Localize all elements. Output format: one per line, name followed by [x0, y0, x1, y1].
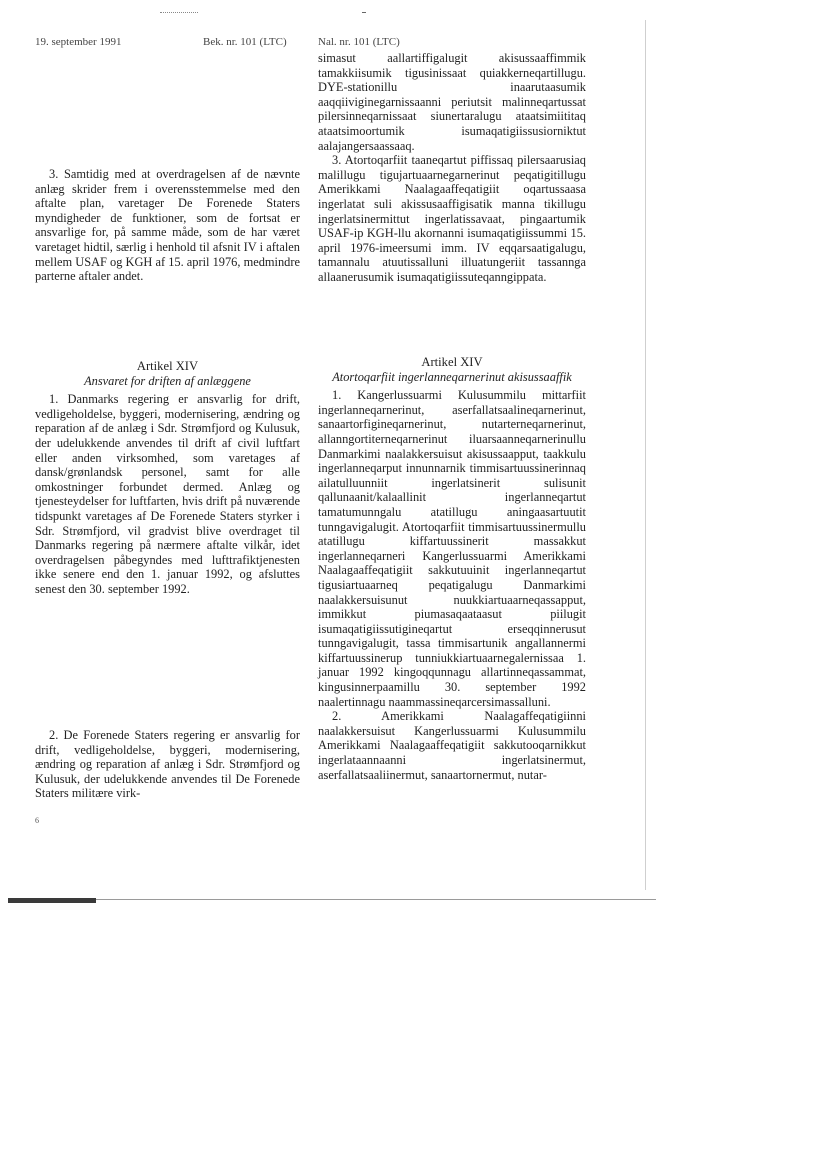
header-left-ref: Bek. nr. 101 (LTC)	[203, 36, 287, 48]
left-para-3: 3. Samtidig med at overdragelsen af de nævnte anlæg skrider frem i overensstemmelse med den aftalte plan, varetager De Forenede Staters myndigheder de funktioner, som de fortsat er ansvarlige for, på samme måde, som de har været varetaget hidtil, særlig i henhold til afsnit IV i aftalen mellem USAF og KGH af 15. april 1976, medmindre parterne aftaler andet.	[35, 167, 300, 284]
page-edge-line	[645, 20, 646, 890]
right-para-1: 1. Kangerlussuarmi Kulusummilu mittarfiit ingerlanneqarnerinut, aserfallatsaalineqarnerinut, sanaartorfigineqarnerinut, nutarterneqarnerinut, allanngortiterneqarnerinut iluarsaanneqarnerinullu Danmarkimi naalakkersuisut akisussaapput, taakkulu ingerlanneqarput innunnarnik timmisartuussinerinnaq ailatulluunniit ingerlatsinerit sulisunit qallunaanit/kalaallinit ingerlanneqartut tamatumunngalu atatillugu aningaasartuutit tunngavigalugit. Atortoqarfiit timmisartuussinermullu atatillugu kiffartuussinerit massakkut ingerlanneqarneri Kangerlussuarmi Amerikkami Naalagaaffeqatigiit sakkutuuinit ingerlanneqartut tigusiartuaarneq peqatigalugu Danmarkimi naalakkersuisunut nuukkiartuaarneqassapput, immikkut piumasaqaataasut piilugit isumaqatigiissutigineqartut erseqqinnerusut tunngavigalugit, tassa timmisartunik angallannermi kiffartuussinerup tunniukkiartuaarnegalernissaa 1. januar 1992 kingoqqunnagu allartinneqassammat, kingusinnerpaamillu 30. september 1992 naalertinnagu naammassineqarcersimassalluni.	[318, 388, 586, 709]
left-column	[35, 167, 300, 284]
right-article	[318, 355, 586, 782]
right-article-title: Artikel XIV	[421, 355, 483, 369]
scan-bar	[8, 898, 96, 903]
left-article-title: Artikel XIV	[136, 359, 199, 373]
right-para-3: 3. Atortoqarfiit taaneqartut piffissaq pilersaarusiaq malillugu tigujartuaarnegarnerinut peqatigitillugu Amerikkami Naalagaaffeqatigiit oqartussaasa ingerlatat suli akissusaaffigisatik manna tikillugu ingerlatsinermittut ingerlatissavaat, pingaartumik USAF-ip KGH-llu akornanni isumaqatigiissummi 15. april 1976-imeersumi imm. IV eqqarsaatigalugu, tamannalu atuutissalluni illuatungeriit tassannga allaanerusumik isumaqatigiissuteqanngippata.	[318, 153, 586, 284]
right-column	[318, 51, 586, 285]
left-para-2: 2. De Forenede Staters regering er ansvarlig for drift, vedligeholdelse, byggeri, modernisering, ændring og reparation af anlæg i Sdr. Strømfjord og Kulusuk, der udelukkende anvendes til De Forenede Staters militære virk-	[35, 728, 300, 801]
right-article-subtitle: Atortoqarfiit ingerlanneqarnerinut akisussaaffik	[332, 369, 572, 384]
left-article-subtitle: Ansvaret for driften af anlæggene	[84, 373, 251, 388]
right-para-2: 2. Amerikkami Naalagaffeqatigiinni naalakkersuisut Kangerlussuarmi Kulusummilu Amerikkami Naalagaaffeqatigiit sakkutooqarnikkut ingerlataannaanni ingerlatsinermut, aserfallatsaaliinermut, sanaartornermut, nutar-	[318, 709, 586, 782]
scan-mark-top	[160, 12, 198, 14]
left-article	[35, 359, 300, 597]
header-right-ref: Nal. nr. 101 (LTC)	[318, 36, 400, 48]
right-para-continued: simasut aallartiffigalugit akisussaaffimmik tamakkiisumik tigusinissaat quiakkerneqartillugu. DYE-stationillu inaarutaasumik aaqqiiviginegarnissaanni periutsit malinneqartussat pilersinneqarnissaat siunertaralugu ataatsimiititaq ataatsimoortumik isumaqatigiissusiorniktut aalajangersaassaaq.	[318, 51, 586, 153]
scan-bottom-line	[96, 899, 656, 900]
scan-mark-center	[362, 12, 366, 13]
page-number: 6	[35, 816, 39, 825]
left-para-2-block	[35, 728, 300, 801]
left-para-1: 1. Danmarks regering er ansvarlig for drift, vedligeholdelse, byggeri, modernisering, ændring og reparation af de anlæg i Sdr. Strømfjord og Kulusuk, der udelukkende anvendes til drift af civil luftfart eller anden virksomhed, som varetages af dansk/grønlandsk personel, samt for alle omkostninger forbundet dermed. Anlæg og tjenesteydelser for luftfarten, hvis drift på nuværende tidspunkt varetages af De Forenede Staters styrker i Sdr. Strømfjord, vil gradvist blive overdraget til Danmarks regering på nærmere aftalte vilkår, idet overdragelsen påbegyndes med lufttrafiktjenesten ikke senere end den 1. januar 1992, og afsluttes senest den 30. september 1992.	[35, 392, 300, 596]
header-date: 19. september 1991	[35, 36, 122, 48]
